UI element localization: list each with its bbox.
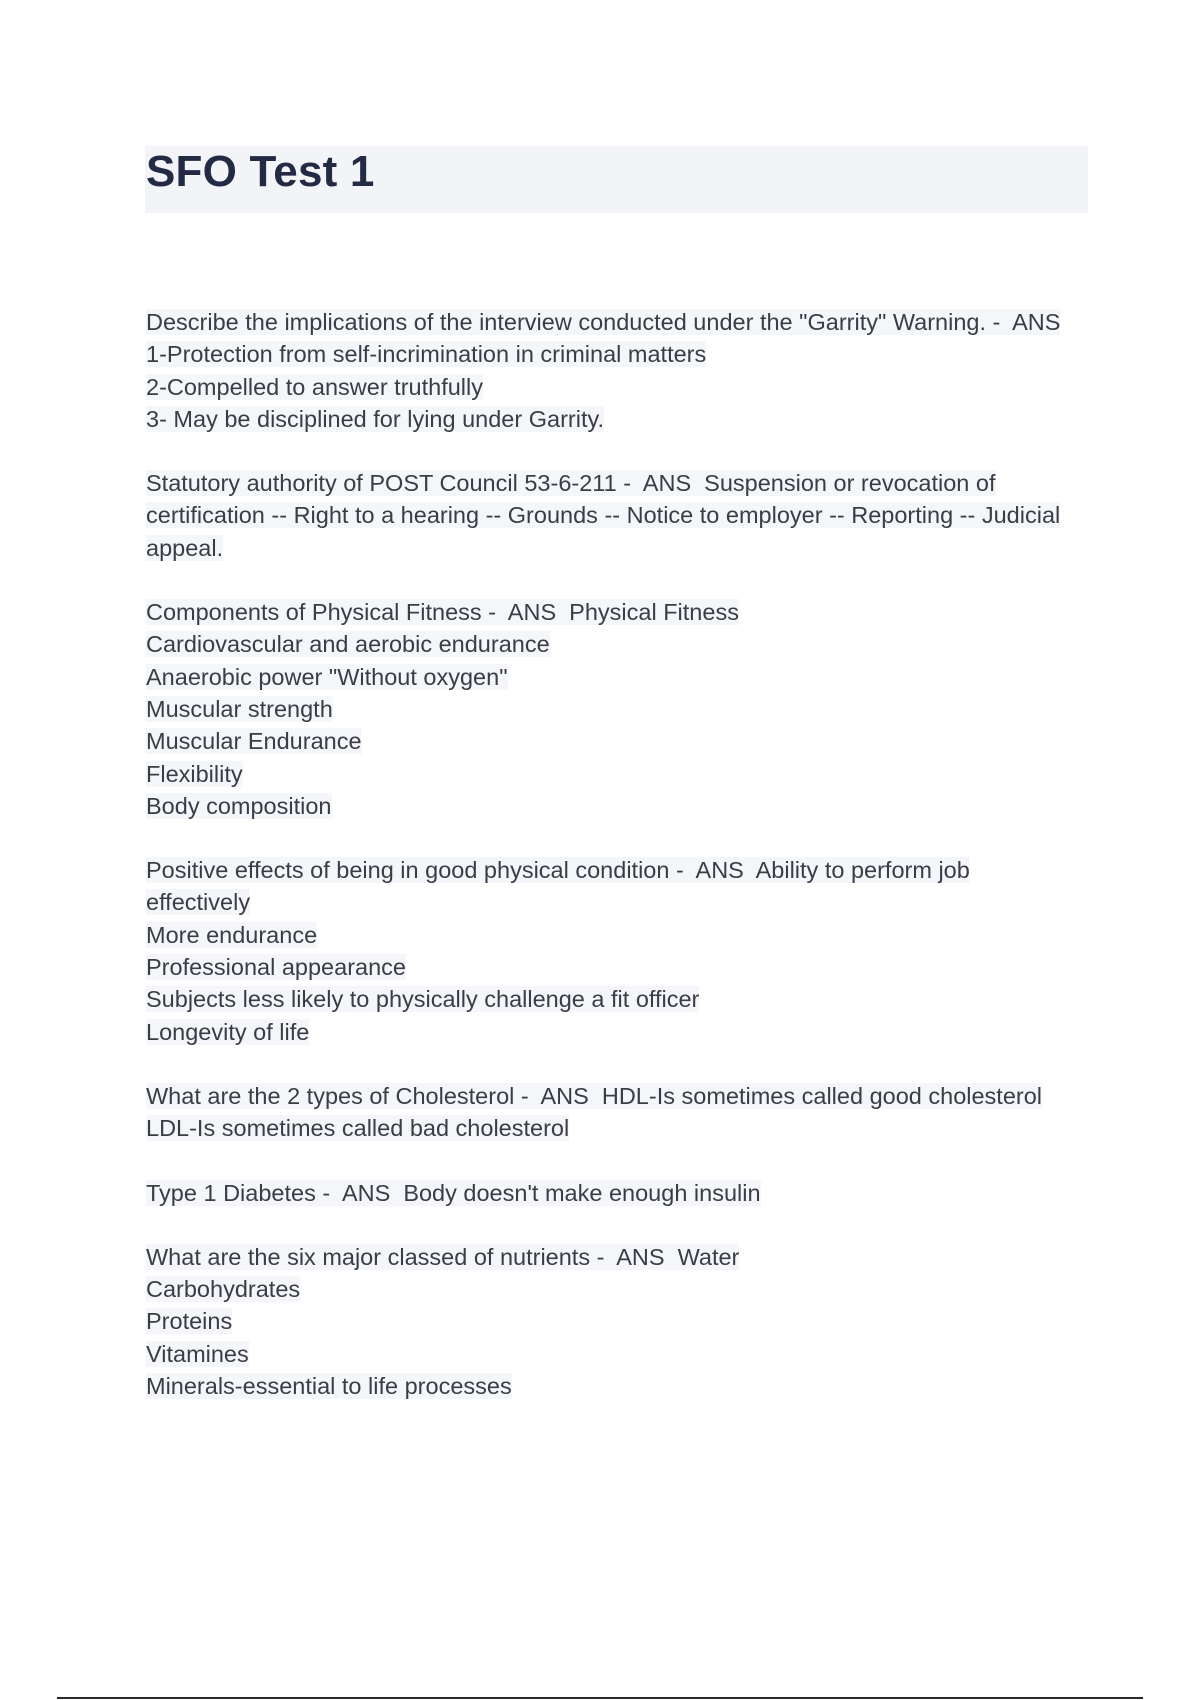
qa-entry [146,596,1091,822]
qa-line: 1-Protection from self-incrimination in criminal matters [146,341,707,368]
qa-line: Components of Physical Fitness - ANS Physical Fitness [146,599,739,626]
qa-line: effectively [146,889,251,916]
footer-divider [57,1697,1143,1699]
qa-line: Describe the implications of the interview conducted under the "Garrity" Warning. - ANS [146,309,1061,335]
document-title: SFO Test 1 [146,147,375,196]
qa-line: Muscular strength [146,695,333,722]
qa-entry [146,306,1091,435]
qa-line: Anaerobic power "Without oxygen" [146,663,508,690]
qa-line: 3- May be disciplined for lying under Garrity. [146,405,605,432]
qa-entry [146,467,1091,564]
qa-line: LDL-Is sometimes called bad cholesterol [146,1115,570,1142]
qa-line: Carbohydrates [146,1276,301,1303]
qa-line: Statutory authority of POST Council 53-6-211 - ANS Suspension or revocation of [146,470,996,497]
qa-line: Type 1 Diabetes - ANS Body doesn't make enough insulin [146,1179,761,1206]
qa-line: Muscular Endurance [146,728,362,755]
qa-line: Professional appearance [146,954,406,981]
qa-line: 2-Compelled to answer truthfully [146,373,483,400]
qa-line: What are the six major classed of nutrients - ANS Water [146,1243,740,1270]
qa-line: Subjects less likely to physically challenge a fit officer [146,986,700,1013]
qa-content [146,306,1091,1434]
qa-line: Positive effects of being in good physical condition - ANS Ability to perform job [146,857,970,884]
qa-line: appeal. [146,534,224,561]
qa-line: Proteins [146,1308,233,1335]
qa-entry [146,1080,1091,1145]
qa-line: Minerals-essential to life processes [146,1373,512,1400]
qa-line: Flexibility [146,760,243,787]
qa-line: Vitamines [146,1340,249,1367]
qa-line: certification -- Right to a hearing -- Grounds -- Notice to employer -- Reporting -- Judicial [146,502,1061,529]
qa-line: Cardiovascular and aerobic endurance [146,631,550,658]
qa-line: More endurance [146,921,318,948]
qa-entry [146,1177,1091,1209]
qa-line: Longevity of life [146,1018,310,1045]
qa-entry [146,1241,1091,1402]
qa-entry [146,854,1091,1048]
qa-line: Body composition [146,792,332,819]
qa-line: What are the 2 types of Cholesterol - ANS HDL-Is sometimes called good cholesterol [146,1082,1043,1109]
